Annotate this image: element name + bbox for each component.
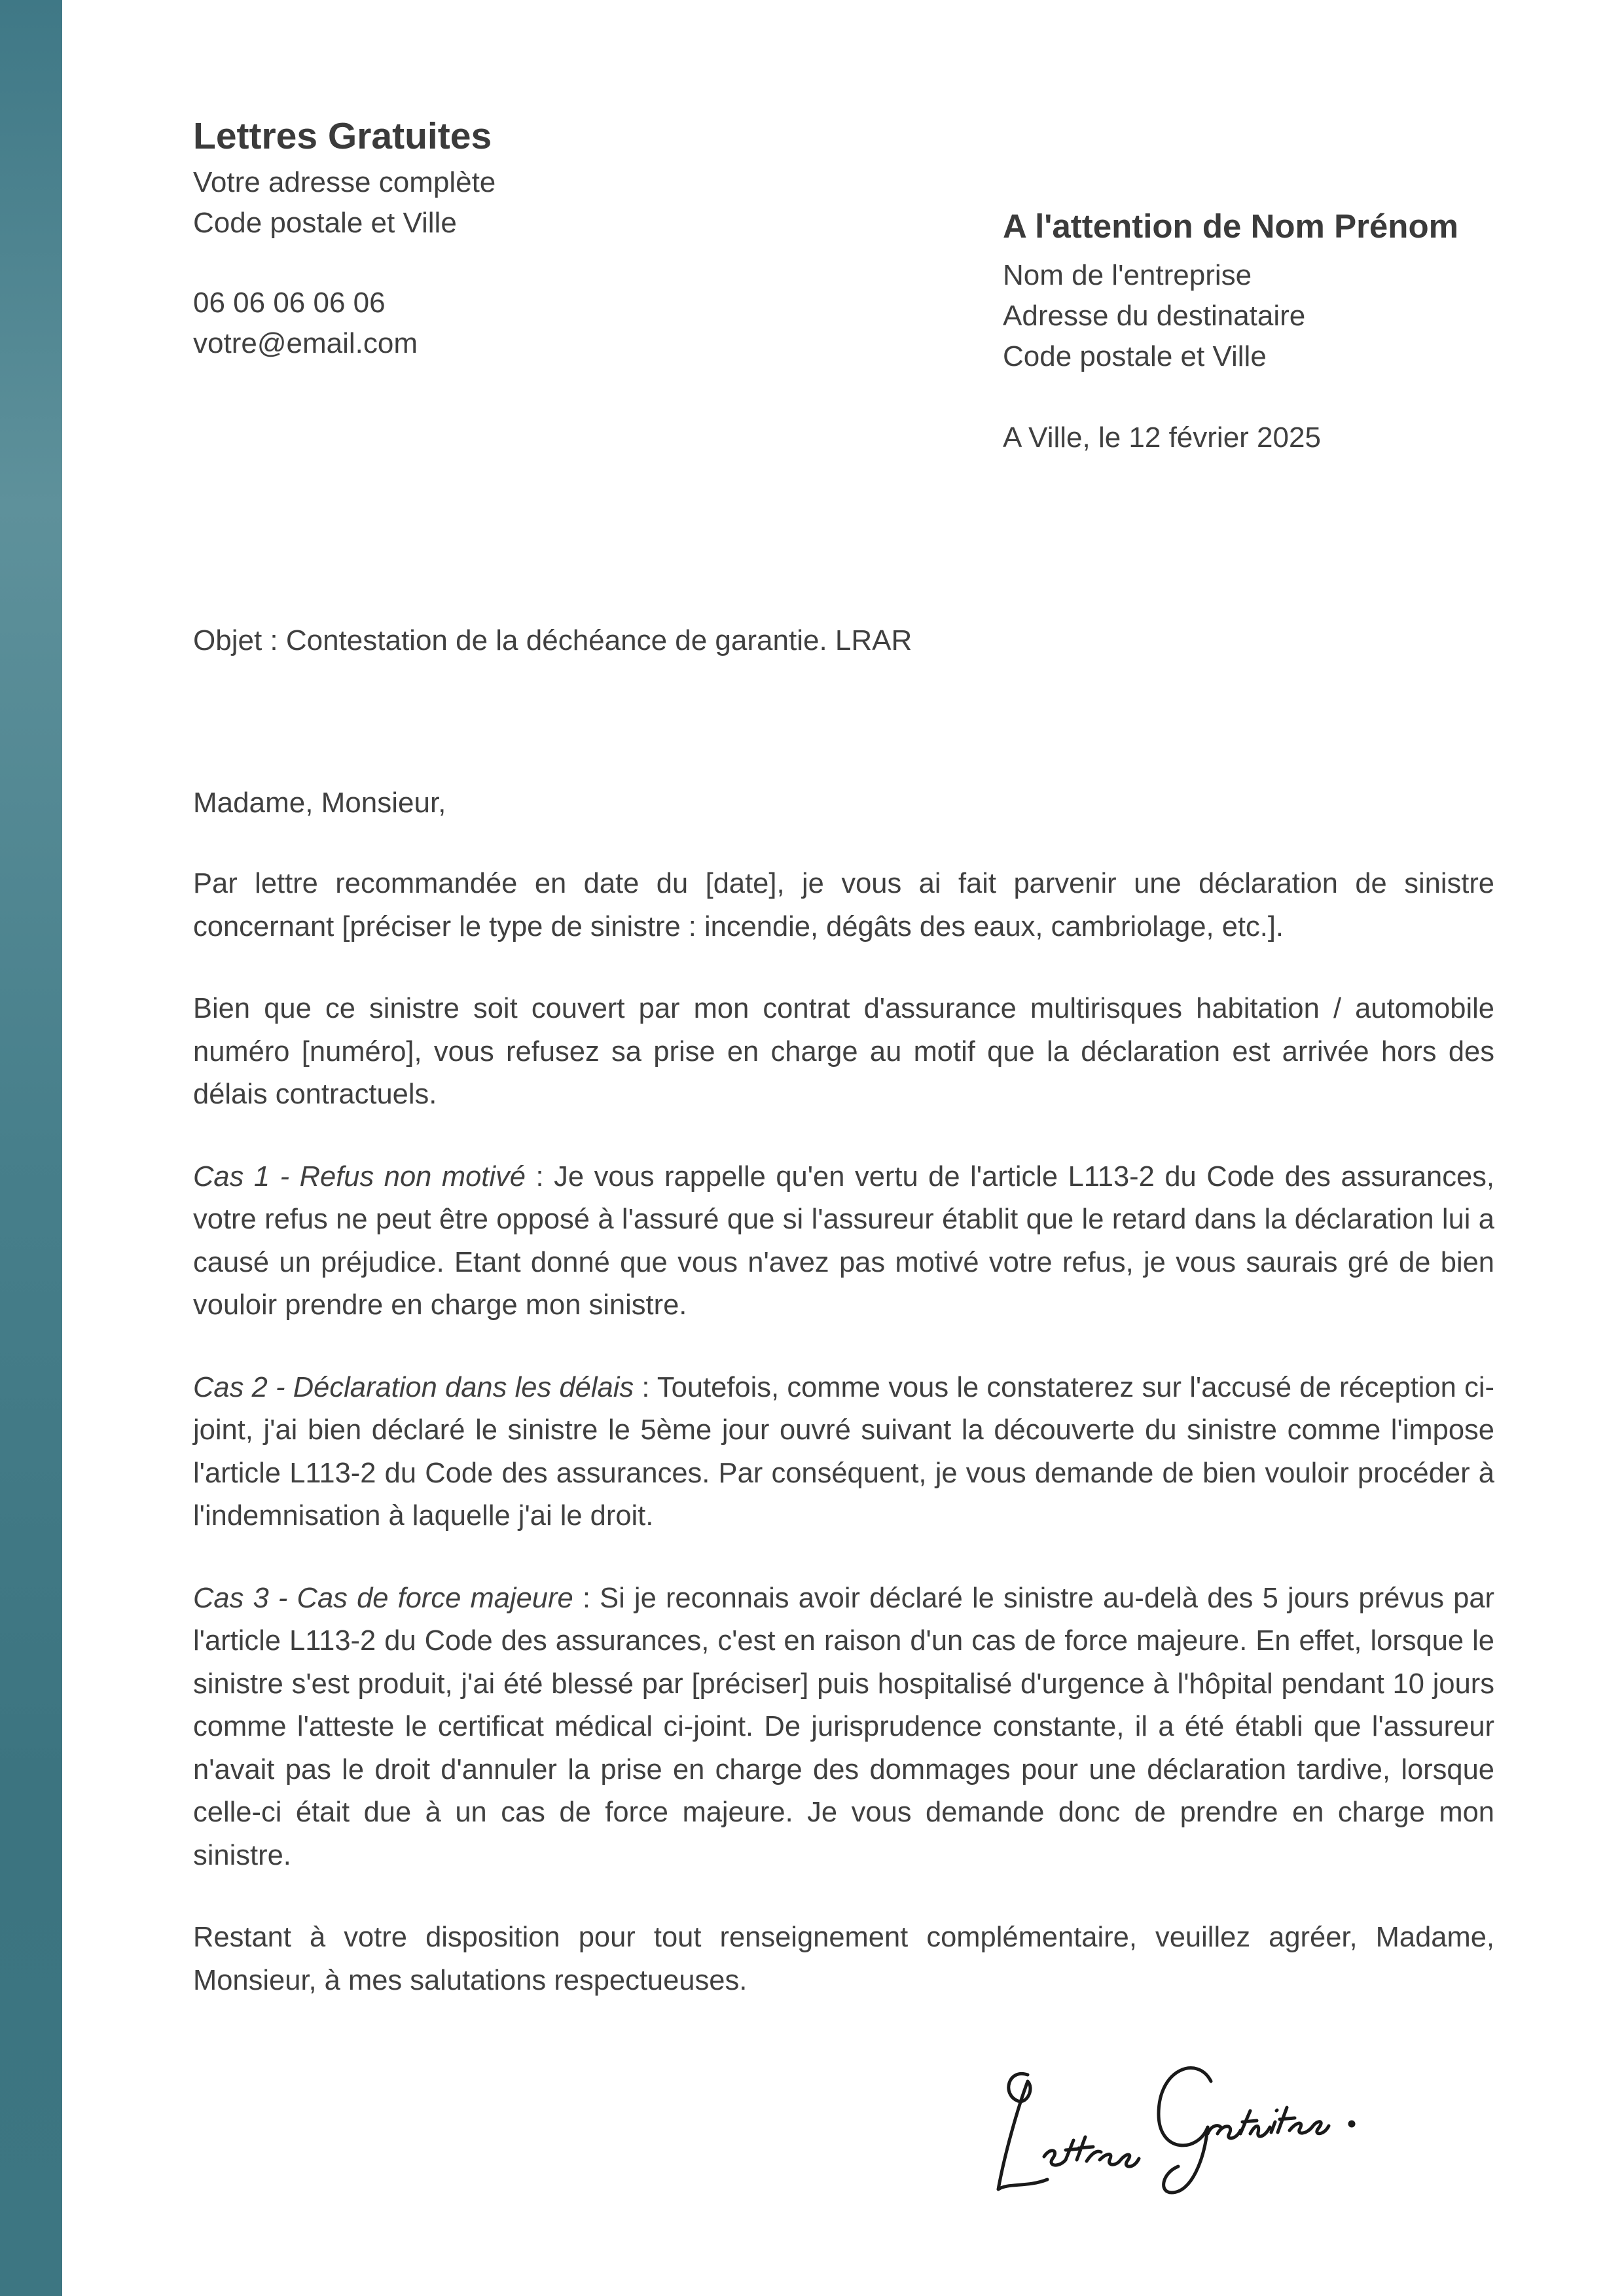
paragraph-declaration: Par lettre recommandée en date du [date], je vous ai fait parvenir une déclaration de sinistre concernant [préciser le type de sinistre : incendie, dégâts des eaux, cambriolage, etc.]. — [193, 868, 1494, 942]
case-3-text: : Si je reconnais avoir déclaré le sinistre au-delà des 5 jours prévus par l'article L113-2 du Code des assurances, c'est en raison d'un cas de force majeure. En effet, lorsque le sinistre s'est produit, j'ai été blessé par [préciser] puis hospitalisé d'urgence à l'hôpital pendant 10 jours comme l'atteste le certificat médical ci-joint. De jurisprudence constante, il a été établi que l'assureur n'avait pas le droit d'annuler la prise en charge des dommages pour une déclaration tardive, lorsque celle-ci était due à un cas de force majeure. Je vous demande donc de prendre en charge mon sinistre. — [193, 1582, 1494, 1871]
recipient-block — [1003, 203, 1592, 458]
sender-address: Votre adresse complète — [193, 166, 496, 198]
sender-city: Code postale et Ville — [193, 207, 457, 239]
case-2-text: : Toutefois, comme vous le constaterez sur l'accusé de réception ci-joint, j'ai bien déclaré le sinistre le 5ème jour ouvré suivant la découverte du sinistre comme l'impose l'article L113-2 du Code des assurances. Par conséquent, je vous demande de bien vouloir procéder à l'indemnisation à laquelle j'ai le droit. — [193, 1371, 1494, 1532]
case-1-text: : Je vous rappelle qu'en vertu de l'article L113-2 du Code des assurances, votre refus ne peut être opposé à l'assuré que si l'assureur établit que le retard dans la déclaration lui a causé un préjudice. Etant donné que vous n'avez pas motivé votre refus, je vous saurais gré de bien vouloir prendre en charge mon sinistre. — [193, 1160, 1494, 1321]
letter-date: A Ville, le 12 février 2025 — [1003, 422, 1321, 454]
recipient-attention: A l'attention de Nom Prénom — [1003, 207, 1458, 245]
letter-subject: Objet : Contestation de la déchéance de garantie. LRAR — [193, 624, 912, 656]
recipient-company: Nom de l'entreprise — [1003, 259, 1252, 291]
paragraph-refusal: Bien que ce sinistre soit couvert par mon contrat d'assurance multirisques habitation / automobile numéro [numéro], vous refusez sa prise en charge au motif que la déclaration est arrivée hors des délais contractuels. — [193, 993, 1494, 1110]
letter-salutation: Madame, Monsieur, — [193, 787, 446, 819]
case-1-title: Cas 1 - Refus non motivé — [193, 1160, 526, 1193]
paragraph-closing: Restant à votre disposition pour tout renseignement complémentaire, veuillez agréer, Madame, Monsieur, à mes salutations respectueuses. — [193, 1922, 1494, 1996]
sender-block — [193, 110, 782, 364]
recipient-address: Adresse du destinataire — [1003, 300, 1306, 332]
case-3-title: Cas 3 - Cas de force majeure — [193, 1582, 573, 1614]
sender-email: votre@email.com — [193, 327, 418, 359]
paragraph-case-1 — [193, 1156, 1494, 1327]
paragraph-case-3 — [193, 1577, 1494, 1878]
sender-phone: 06 06 06 06 06 — [193, 287, 386, 319]
sender-name: Lettres Gratuites — [193, 115, 492, 157]
recipient-city: Code postale et Ville — [1003, 340, 1267, 372]
case-2-title: Cas 2 - Déclaration dans les délais — [193, 1371, 634, 1403]
paragraph-case-2 — [193, 1367, 1494, 1538]
decorative-side-band — [0, 0, 62, 2296]
letter-body — [193, 863, 1494, 2041]
handwritten-signature — [982, 2042, 1388, 2212]
